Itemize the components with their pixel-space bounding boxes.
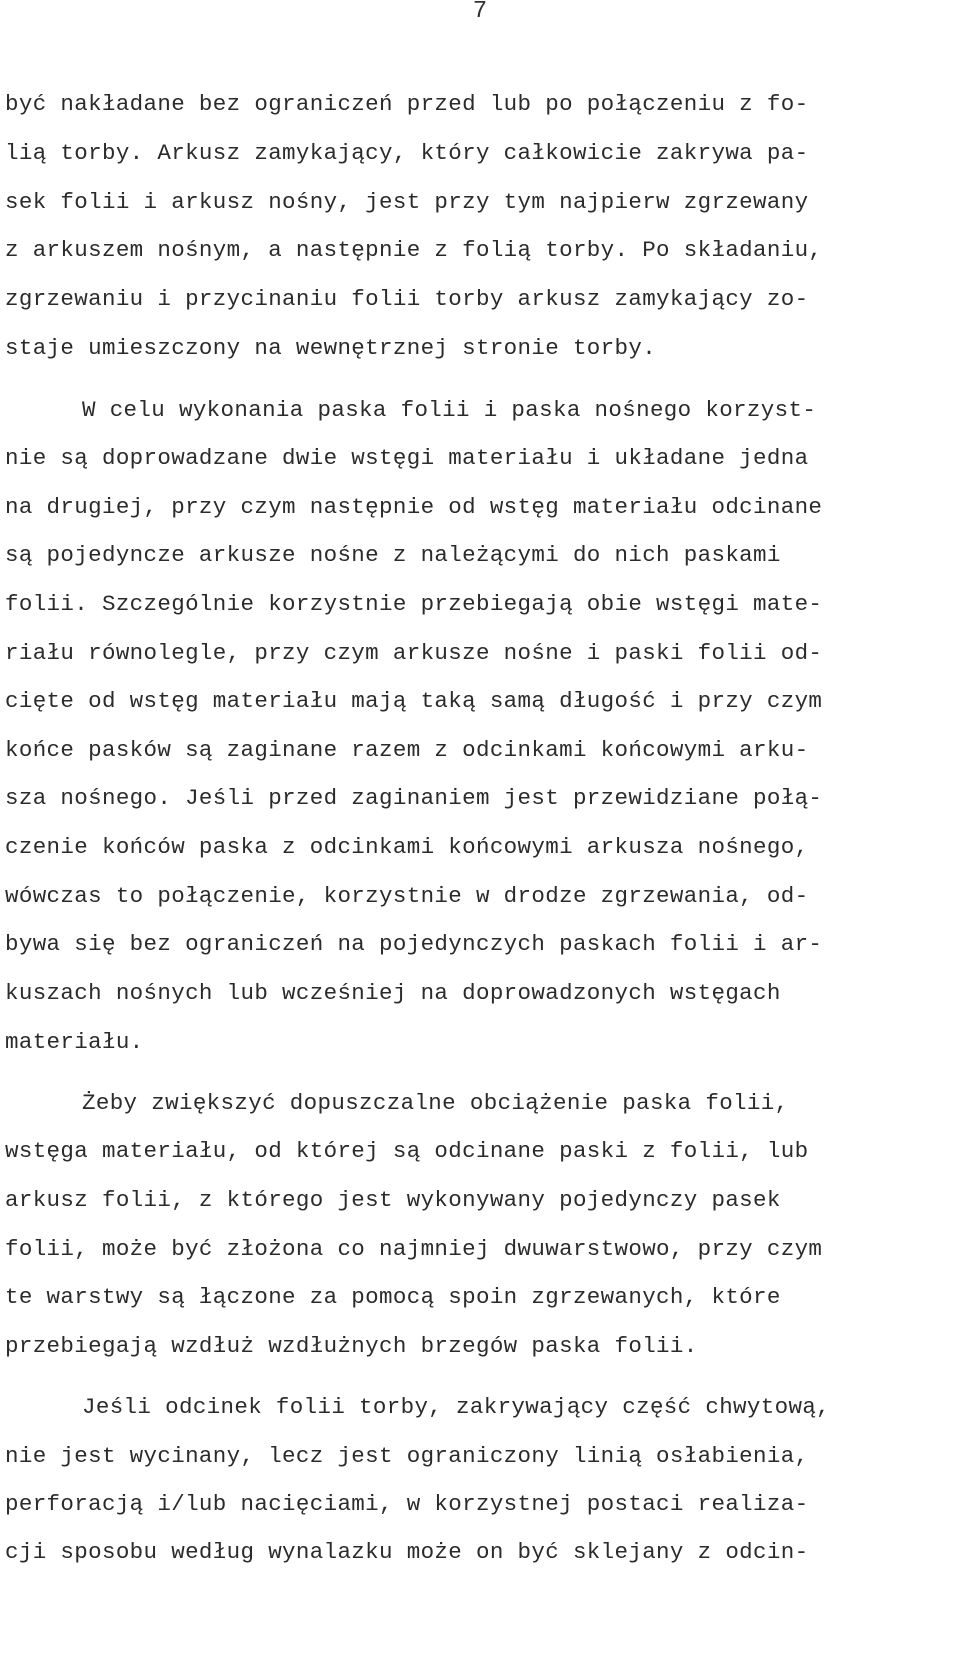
- paragraph-4-line-1: Jeśli odcinek folii torby, zakrywający część chwytową,: [82, 1394, 831, 1420]
- paragraph-2-line-8: końce pasków są zaginane razem z odcinkami końcowymi arku-: [5, 737, 809, 763]
- paragraph-2-line-11: wówczas to połączenie, korzystnie w drodze zgrzewania, od-: [5, 883, 809, 909]
- paragraph-1-line-4: z arkuszem nośnym, a następnie z folią torby. Po składaniu,: [5, 237, 823, 263]
- paragraph-4-line-3: perforacją i/lub nacięciami, w korzystnej postaci realiza-: [5, 1491, 809, 1517]
- paragraph-2-line-14: materiału.: [5, 1029, 144, 1055]
- paragraph-2-line-9: sza nośnego. Jeśli przed zaginaniem jest przewidziane połą-: [5, 785, 823, 811]
- paragraph-2-line-2: nie są doprowadzane dwie wstęgi materiału i układane jedna: [5, 445, 809, 471]
- paragraph-1-line-1: być nakładane bez ograniczeń przed lub po połączeniu z fo-: [5, 91, 809, 117]
- paragraph-2-line-5: folii. Szczególnie korzystnie przebiegają obie wstęgi mate-: [5, 591, 823, 617]
- paragraph-4-line-4: cji sposobu według wynalazku może on być sklejany z odcin-: [5, 1539, 809, 1565]
- page-number: 7: [472, 0, 488, 25]
- paragraph-3-line-6: przebiegają wzdłuż wzdłużnych brzegów paska folii.: [5, 1333, 698, 1359]
- paragraph-2-line-3: na drugiej, przy czym następnie od wstęg materiału odcinane: [5, 494, 823, 520]
- paragraph-1-line-2: lią torby. Arkusz zamykający, który całkowicie zakrywa pa-: [5, 140, 809, 166]
- paragraph-2-line-4: są pojedyncze arkusze nośne z należącymi do nich paskami: [5, 542, 781, 568]
- paragraph-3-line-3: arkusz folii, z którego jest wykonywany pojedynczy pasek: [5, 1187, 781, 1213]
- paragraph-3-line-4: folii, może być złożona co najmniej dwuwarstwowo, przy czym: [5, 1236, 823, 1262]
- paragraph-2-line-1: W celu wykonania paska folii i paska nośnego korzyst-: [82, 397, 817, 423]
- paragraph-1-line-5: zgrzewaniu i przycinaniu folii torby arkusz zamykający zo-: [5, 286, 809, 312]
- paragraph-2-line-6: riału równolegle, przy czym arkusze nośne i paski folii od-: [5, 640, 823, 666]
- paragraph-1-line-3: sek folii i arkusz nośny, jest przy tym najpierw zgrzewany: [5, 189, 809, 215]
- paragraph-4-line-2: nie jest wycinany, lecz jest ograniczony linią osłabienia,: [5, 1443, 809, 1469]
- paragraph-3-line-1: Żeby zwiększyć dopuszczalne obciążenie paska folii,: [82, 1090, 789, 1116]
- paragraph-1-line-6: staje umieszczony na wewnętrznej stronie torby.: [5, 335, 657, 361]
- paragraph-2-line-10: czenie końców paska z odcinkami końcowymi arkusza nośnego,: [5, 834, 809, 860]
- paragraph-3-line-2: wstęga materiału, od której są odcinane paski z folii, lub: [5, 1138, 809, 1164]
- paragraph-2-line-12: bywa się bez ograniczeń na pojedynczych paskach folii i ar-: [5, 931, 823, 957]
- paragraph-2-line-13: kuszach nośnych lub wcześniej na doprowadzonych wstęgach: [5, 980, 781, 1006]
- paragraph-2-line-7: cięte od wstęg materiału mają taką samą długość i przy czym: [5, 688, 823, 714]
- paragraph-3-line-5: te warstwy są łączone za pomocą spoin zgrzewanych, które: [5, 1284, 781, 1310]
